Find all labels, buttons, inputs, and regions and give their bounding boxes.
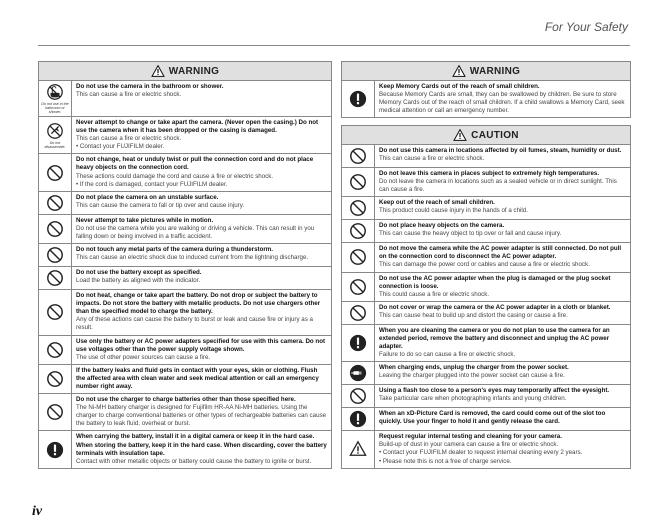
prohibition-icon	[46, 403, 64, 421]
row-normal-text: Any of these actions can cause the battery to burst or leak and cause fire or injury as a result.	[76, 316, 313, 332]
row-text	[375, 273, 630, 301]
prohibition-icon	[349, 222, 367, 240]
row-bold-text: Keep out of the reach of small children.	[379, 199, 495, 207]
row-normal-text: Leaving the charger plugged into the power socket can cause a fire.	[379, 372, 565, 380]
page-header-title: For Your Safety	[544, 20, 628, 34]
table-title-text: CAUTION	[471, 129, 519, 141]
mandatory-action-icon	[349, 90, 367, 108]
row-bold-text: Use only the battery or AC power adapters specified for use with this camera. Do not use voltages other than the power supply voltage shown.	[76, 337, 326, 353]
row-icon-cell	[342, 81, 375, 117]
row-normal-text: This can cause heat to build up and distort the casing or cause a fire.	[379, 311, 568, 319]
warning-table-left	[38, 61, 332, 469]
warning-triangle-icon	[151, 65, 165, 77]
row-bold-text: When charging ends, unplug the charger from the power socket.	[379, 364, 569, 372]
row-text	[375, 197, 630, 219]
row-normal-text: This can cause the heavy object to tip over or fall and cause injury.	[379, 230, 562, 238]
row-normal-text: Contact with other metallic objects or battery could cause the battery to ignite or burst.	[76, 457, 312, 465]
row-text	[375, 431, 630, 467]
row-icon-cell	[39, 154, 72, 190]
safety-row	[342, 408, 630, 431]
page-number: iv	[32, 504, 43, 519]
row-normal-text: This can cause a fire or electric shock.	[379, 155, 485, 163]
caution-title	[342, 126, 630, 145]
warning-triangle-icon	[452, 65, 466, 77]
row-icon-cell	[39, 267, 72, 289]
row-icon-cell	[39, 192, 72, 214]
row-normal-text: These actions could damage the cord and cause a fire or electric shock. • If the cord is damaged, contact your FUJIFILM dealer.	[76, 172, 274, 188]
row-text	[72, 192, 331, 214]
warning-title-right	[342, 62, 630, 81]
row-text	[72, 431, 331, 467]
safety-row	[39, 244, 331, 267]
row-normal-text: Do not use the camera while you are walking or driving a vehicle. This can result in you falling down or being involved in a traffic accident.	[76, 224, 315, 240]
row-bold-text: Do not use the charger to charge batteries other than those specified here.	[76, 396, 296, 404]
row-bold-text: Never attempt to change or take apart the camera. (Never open the casing.) Do not use the camera when it has been dropped or the casing is damaged.	[76, 119, 319, 135]
row-bold-text: Using a flash too close to a person's eyes may temporarily affect the eyesight.	[379, 387, 610, 395]
prohibition-icon	[349, 304, 367, 322]
caution-triangle-icon	[349, 440, 367, 458]
no-bathroom-icon	[46, 83, 64, 101]
row-normal-text: This can damage the power cord or cables and cause a fire or electric shock.	[379, 261, 590, 269]
prohibition-icon	[349, 199, 367, 217]
mandatory-action-icon	[349, 410, 367, 428]
row-text	[375, 325, 630, 361]
row-normal-text: This can cause a fire or electric shock. • Contact your FUJIFILM dealer.	[76, 135, 182, 151]
row-bold-text: When an xD-Picture Card is removed, the card could come out of the slot too quickly. Use your finger to hold it and gently release the card.	[379, 410, 606, 426]
safety-row	[39, 192, 331, 215]
mandatory-action-icon	[349, 334, 367, 352]
row-icon-cell	[342, 325, 375, 361]
row-normal-text: The Ni-MH battery charger is designed for Fujifilm HR-AA Ni-MH batteries. Using the charger to charge conventional batteries or other types of rechargeable batteries can cause the battery to leak fluid, overheat or burst.	[76, 404, 327, 428]
row-bold-text: Do not heat, change or take apart the battery. Do not drop or subject the battery to impacts. Do not store the battery with metallic products. Do not use chargers other than the specified model to charge the battery.	[76, 292, 321, 316]
row-icon-cell	[39, 394, 72, 430]
safety-row	[342, 362, 630, 385]
row-normal-text: This could cause a fire or electric shock.	[379, 290, 490, 298]
safety-row	[39, 117, 331, 154]
table-title-text: WARNING	[469, 65, 521, 77]
prohibition-icon	[349, 248, 367, 266]
safety-row	[342, 220, 630, 243]
icon-caption: Do not disassemble.	[44, 140, 66, 149]
row-text	[375, 302, 630, 324]
row-text	[375, 145, 630, 167]
safety-row	[342, 273, 630, 302]
row-bold-text: When you are cleaning the camera or you do not plan to use the camera for an extended period, remove the battery and disconnect and unplug the AC power adapter.	[379, 326, 610, 351]
row-text	[375, 408, 630, 430]
row-icon-cell	[39, 81, 72, 116]
safety-row	[39, 365, 331, 394]
row-icon-cell	[39, 365, 72, 393]
row-text	[72, 244, 331, 266]
row-normal-text: This can cause a fire or electric shock.	[76, 91, 182, 99]
safety-row	[342, 385, 630, 408]
row-text	[375, 220, 630, 242]
safety-row	[342, 197, 630, 220]
row-bold-text: Do not use the AC power adapter when the plug is damaged or the plug socket connection is loose.	[379, 274, 611, 290]
row-bold-text: Never attempt to take pictures while in motion.	[76, 216, 214, 224]
prohibition-icon	[46, 269, 64, 287]
warning-table-right	[341, 61, 631, 118]
row-normal-text: Take particular care when photographing infants and young children.	[379, 395, 567, 403]
row-bold-text: Do not place heavy objects on the camera.	[379, 222, 505, 230]
mandatory-action-icon	[46, 441, 64, 459]
row-bold-text: Do not use this camera in locations affected by oil fumes, steam, humidity or dust.	[379, 147, 622, 154]
row-text	[375, 168, 630, 196]
row-icon-cell	[342, 168, 375, 196]
header-rule	[38, 45, 630, 46]
row-normal-text: The use of other power sources can cause a fire.	[76, 353, 211, 361]
row-bold-text: When carrying the battery, install it in a digital camera or keep it in the hard case. When storing the battery, keep it in the hard case. When discarding, cover the battery terminals with insulation tape.	[76, 433, 327, 457]
row-normal-text: This can cause the camera to fall or tip over and cause injury.	[76, 201, 245, 209]
safety-row	[39, 154, 331, 191]
row-text	[375, 243, 630, 271]
safety-row	[342, 81, 630, 118]
prohibition-icon	[46, 194, 64, 212]
row-bold-text: Do not place the camera on an unstable surface.	[76, 193, 219, 201]
row-text	[72, 154, 331, 190]
row-normal-text: Do not leave the camera in locations such as a sealed vehicle or in direct sunlight. This can cause a fire.	[379, 178, 617, 194]
prohibition-icon	[46, 303, 64, 321]
row-bold-text: Request regular internal testing and cleaning for your camera.	[379, 433, 562, 441]
row-bold-text: Keep Memory Cards out of the reach of small children.	[379, 83, 540, 90]
row-normal-text: Because Memory Cards are small, they can be swallowed by children. Be sure to store Memory Cards out of the reach of small children. If a child swallows a Memory Card, seek medical attention or call an emergency number.	[379, 91, 625, 115]
row-icon-cell	[39, 215, 72, 243]
row-icon-cell	[342, 197, 375, 219]
row-bold-text: Do not cover or wrap the camera or the AC power adapter in a cloth or blanket.	[379, 303, 611, 311]
row-icon-cell	[342, 145, 375, 167]
safety-row	[39, 267, 331, 290]
safety-row	[342, 431, 630, 468]
row-icon-cell	[342, 302, 375, 324]
row-icon-cell	[342, 273, 375, 301]
unplug-icon	[349, 364, 367, 382]
safety-row	[39, 394, 331, 431]
row-normal-text: This can cause an electric shock due to induced current from the lightning discharge.	[76, 254, 309, 262]
row-normal-text: Load the battery as aligned with the indicator.	[76, 277, 201, 285]
row-normal-text: Failure to do so can cause a fire or electric shock.	[379, 351, 516, 359]
prohibition-icon	[46, 246, 64, 264]
row-icon-cell	[39, 290, 72, 334]
row-bold-text: Do not touch any metal parts of the camera during a thunderstorm.	[76, 246, 273, 254]
row-text	[72, 215, 331, 243]
row-text	[72, 365, 331, 393]
row-icon-cell	[39, 117, 72, 153]
row-bold-text: Do not use the camera in the bathroom or shower.	[76, 83, 224, 90]
row-bold-text: Do not change, heat or unduly twist or pull the connection cord and do not place heavy objects on the connection cord.	[76, 156, 314, 172]
prohibition-icon	[46, 370, 64, 388]
no-disassemble-icon	[46, 122, 64, 140]
safety-row	[39, 431, 331, 468]
row-icon-cell	[39, 244, 72, 266]
row-text	[72, 336, 331, 364]
caution-title-label	[453, 129, 519, 141]
warning-title-left	[39, 62, 331, 81]
row-text	[72, 81, 331, 116]
row-text	[72, 394, 331, 430]
row-text	[375, 385, 630, 407]
prohibition-icon	[46, 220, 64, 238]
safety-row	[39, 81, 331, 117]
row-bold-text: Do not use the battery except as specified.	[76, 269, 202, 277]
safety-row	[342, 145, 630, 168]
prohibition-icon	[349, 278, 367, 296]
prohibition-icon	[46, 164, 64, 182]
row-normal-text: Build-up of dust in your camera can cause a fire or electric shock. • Contact your FUJIFILM dealer to request internal cleaning every 2 years. • Please note this is not a free of charge service.	[379, 441, 583, 465]
warning-title-right-label	[452, 65, 520, 77]
safety-row	[39, 290, 331, 335]
safety-row	[342, 325, 630, 362]
row-icon-cell	[342, 408, 375, 430]
prohibition-icon	[349, 173, 367, 191]
row-bold-text: Do not move the camera while the AC power adapter is still connected. Do not pull on the connection cord to disconnect the AC power adapter.	[379, 245, 622, 261]
row-text	[72, 267, 331, 289]
safety-row	[39, 215, 331, 244]
row-text	[375, 81, 630, 117]
table-title-text: WARNING	[168, 65, 220, 77]
warning-triangle-icon	[453, 129, 467, 141]
row-text	[375, 362, 630, 384]
row-text	[72, 290, 331, 334]
row-icon-cell	[342, 362, 375, 384]
row-bold-text: If the battery leaks and fluid gets in contact with your eyes, skin or clothing. Flush the affected area with clean water and seek medical attention or call an emergency number right away.	[76, 366, 319, 390]
row-bold-text: Do not leave this camera in places subject to extremely high temperatures.	[379, 170, 600, 177]
row-icon-cell	[39, 336, 72, 364]
row-icon-cell	[342, 243, 375, 271]
safety-row	[342, 302, 630, 325]
prohibition-icon	[349, 147, 367, 165]
row-icon-cell	[342, 385, 375, 407]
icon-caption: Do not use in the bathroom or shower.	[41, 102, 69, 114]
row-icon-cell	[342, 431, 375, 467]
row-icon-cell	[39, 431, 72, 467]
prohibition-icon	[46, 341, 64, 359]
prohibition-icon	[349, 387, 367, 405]
row-icon-cell	[342, 220, 375, 242]
row-text	[72, 117, 331, 153]
warning-title-left-label	[151, 65, 219, 77]
safety-row	[342, 168, 630, 197]
safety-row	[39, 336, 331, 365]
row-normal-text: This product could cause injury in the hands of a child.	[379, 207, 528, 215]
safety-row	[342, 243, 630, 272]
caution-table	[341, 125, 631, 469]
